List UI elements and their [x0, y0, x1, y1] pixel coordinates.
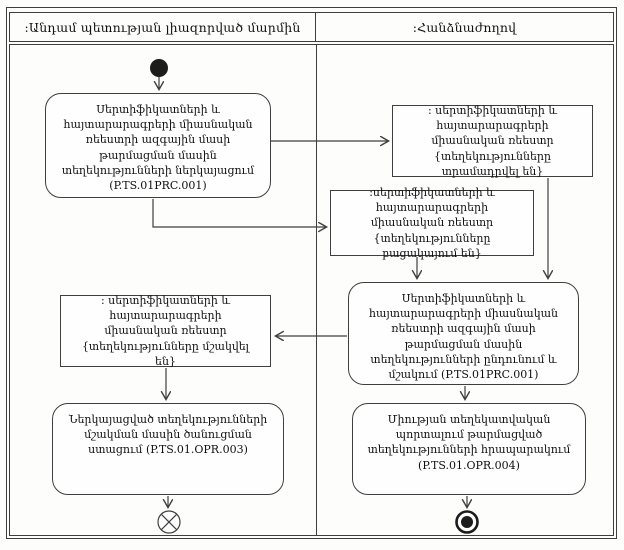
- swimlane-header-row: [9, 12, 614, 42]
- action-node-receive-notification: Ներկայացված տեղեկությունների մշակման մասին ծանուցման ստացում (P.TS.01.OPR.003): [52, 403, 284, 495]
- object-node-info-missing: :սերտիֆիկատների և հայտարարագրերի միասնական ռեեստր {տեղեկությունները բացակայում են}: [330, 190, 534, 256]
- swimlane-header-commission: :Հանձնաժողով: [412, 19, 517, 35]
- action-node-receive-process-info: Սերտիֆիկատների և հայտարարագրերի միասնական ռեեստրի ազգային մասի թարմացման մասին տեղեկությունների ընդունում և մշակում (P.TS.01PRC.001): [348, 282, 579, 385]
- object-node-info-provided: : սերտիֆիկատների և հայտարարագրերի միասնական ռեեստր {տեղեկությունները տրամադրվել են}: [392, 105, 593, 177]
- swimlane-header-authorized-body: :Անդամ պետության լիազորված մարմին: [10, 13, 316, 41]
- swimlane-divider: [316, 45, 317, 535]
- object-node-info-processed: : սերտիֆիկատների և հայտարարագրերի միասնական ռեեստր {տեղեկությունները մշակվել են}: [60, 295, 271, 367]
- action-node-publish-portal: Միության տեղեկատվական պորտալում թարմացված տեղեկությունների հրապարակում (P.TS.01.OPR.004): [352, 403, 586, 495]
- action-node-submit-info: Սերտիֆիկատների և հայտարարագրերի միասնական ռեեստրի ազգային մասի թարմացման մասին տեղեկությունների ներկայացում (P.TS.01PRC.001): [45, 93, 271, 198]
